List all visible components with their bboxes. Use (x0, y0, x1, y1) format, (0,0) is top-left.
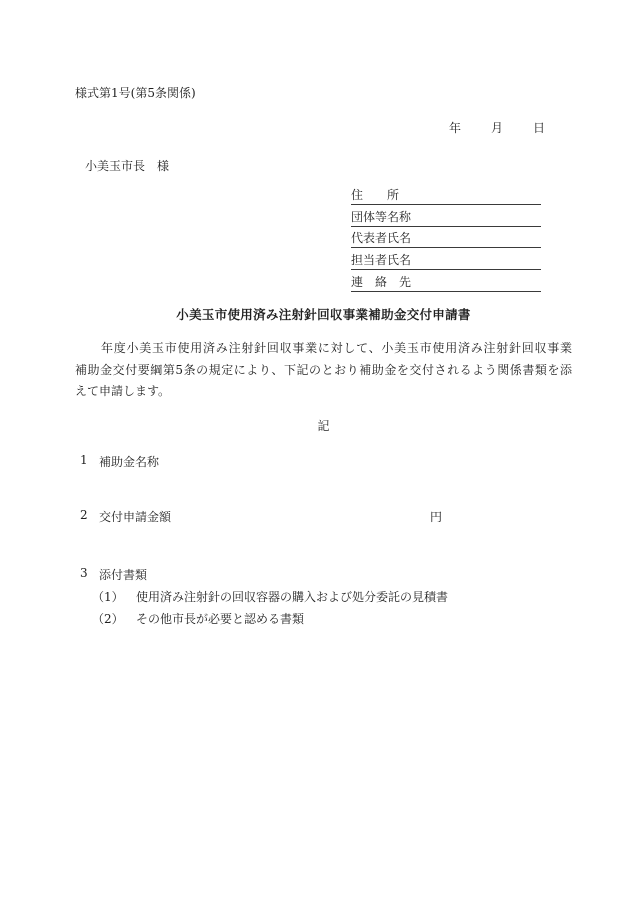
document-title: 小美玉市使用済み注射針回収事業補助金交付申請書 (176, 307, 471, 322)
day-label: 日 (533, 121, 546, 135)
field-label-representative-name: 代表者氏名 (351, 231, 412, 246)
month-label: 月 (491, 121, 504, 135)
form-number: 様式第1号(第5条関係) (75, 86, 196, 100)
field-row-organization-name[interactable] (351, 205, 541, 227)
date-line (449, 119, 545, 136)
item-number: 3 (80, 566, 88, 580)
item-label: 交付申請金額 (99, 510, 172, 524)
body-line: 補助金交付要綱第5条の規定により、下記のとおり補助金を交付されるよう関係書類を添 (75, 362, 572, 377)
field-label-organization-name: 団体等名称 (351, 209, 412, 224)
field-label-address: 住 所 (351, 187, 400, 202)
field-row-contact-info[interactable] (351, 270, 541, 292)
sub-item-number: （1） (92, 589, 124, 604)
field-label-contact-info: 連 絡 先 (351, 274, 412, 289)
sub-item-text: 使用済み注射針の回収容器の購入および処分委託の見積書 (136, 589, 449, 604)
item-label: 補助金名称 (99, 455, 160, 469)
sub-item-number: （2） (92, 611, 124, 626)
body-line: 年度小美玉市使用済み注射針回収事業に対して、小美玉市使用済み注射針回収事業 (101, 341, 572, 355)
year-label: 年 (449, 121, 462, 135)
field-label-contact-person-name: 担当者氏名 (351, 253, 412, 268)
item-number: 2 (80, 508, 88, 522)
item-label: 添付書類 (99, 568, 148, 582)
applicant-fields (351, 183, 541, 292)
body-line: えて申請します。 (75, 384, 171, 398)
yen-unit-label: 円 (430, 510, 443, 524)
field-row-address[interactable] (351, 183, 541, 205)
field-row-representative-name[interactable] (351, 227, 541, 249)
field-row-contact-person-name[interactable] (351, 248, 541, 270)
record-marker: 記 (317, 419, 330, 433)
sub-item-text: その他市長が必要と認める書類 (136, 611, 305, 626)
addressee: 小美玉市長 様 (85, 159, 170, 173)
item-number: 1 (80, 453, 88, 467)
